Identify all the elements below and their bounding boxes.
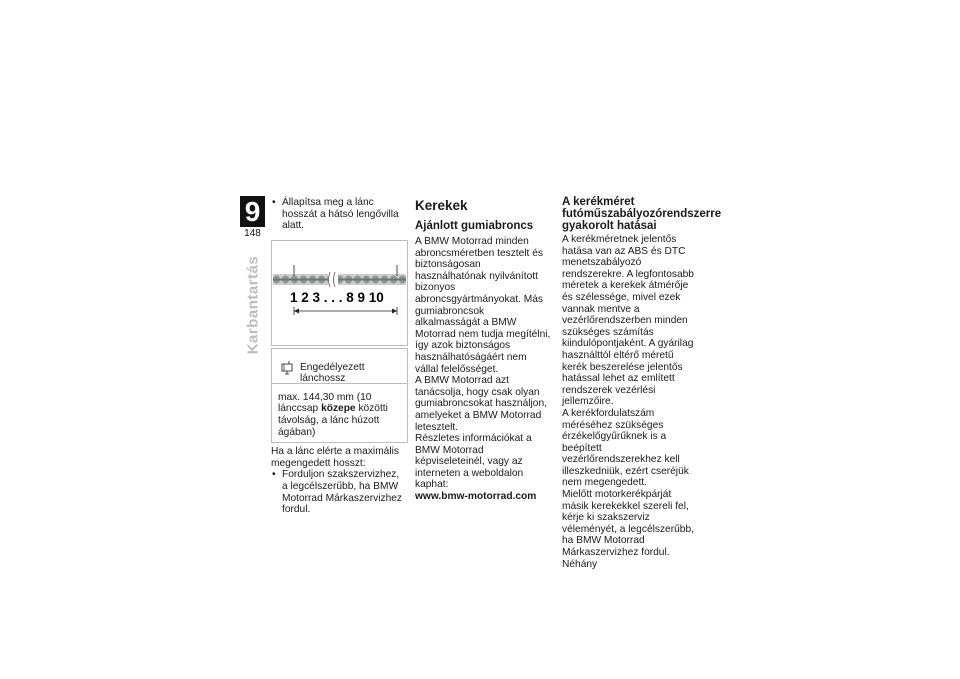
subheading-recommended-tyres: Ajánlott gumiabroncs (415, 220, 534, 232)
chapter-number-badge: 9 (240, 196, 265, 227)
section-heading-wheel-size: A kerékméret futóműszabályozórendszerre gyakorolt hatásai (562, 196, 722, 232)
paragraph-tyres-2: A BMW Motorrad azt tanácsolja, hogy csak olyan gumiabroncsokat használjon, amelyeket a BMW Motorrad letesztelt. (415, 375, 547, 433)
website-link[interactable]: www.bmw-motorrad.com (415, 491, 537, 503)
instruction-bullet-service: • Forduljon szakszervizhez, a legcélszerűbb, ha BMW Motorrad Márkaszervizhez fordul. (271, 469, 407, 515)
spec-value: max. 144,30 mm (10 lánccsap közepe közötti távolság, a lánc húzott ágában) (278, 391, 388, 438)
column-1 (271, 197, 407, 516)
spec-header (272, 349, 407, 384)
spec-table (271, 348, 408, 443)
paragraph-max-length: Ha a lánc elérte a maximális megengedett hosszt: (271, 446, 399, 469)
chain-length-figure (271, 240, 408, 346)
page-number: 148 (244, 228, 261, 239)
wrench-spec-icon (281, 361, 295, 375)
chain-illustration (272, 241, 407, 345)
column-3 (562, 196, 722, 570)
paragraph-wheel-size-3: Mielőtt motorkerékpárját másik kerekekkel szereli fel, kérje ki szakszerviz véleményét, a legcélszerűbb, ha BMW Motorrad Márkaszervizhez fordul. Néhány (562, 489, 694, 570)
chain-segment-right (338, 274, 406, 285)
chapter-side-label: Karbantartás (244, 255, 262, 355)
paragraph-tyres-1: A BMW Motorrad minden abroncsméretben tesztelt és biztonságosan használhatónak nyilvánított bizonyos abroncsgyártmányokat. Más gumiabroncsok alkalmasságát a BMW Motorrad nem tudja megítélni, így azok biztonságos használhatóságáért nem vállal felelősséget. (415, 236, 551, 375)
paragraph-wheel-size-2: A kerékfordulatszám méréséhez szükséges érzékelőgyűrűknek is a beépített vezérlőrendszerekhez kell illeszkedniük, ezért cseréjük nem megengedett. (562, 407, 689, 489)
section-heading-wheels: Kerekek (415, 198, 468, 213)
spec-title: Engedélyezett lánchossz (300, 361, 365, 385)
paragraph-wheel-size-1: A kerékméretnek jelentős hatása van az ABS és DTC menetszabályozó rendszerekre. A legfontosabb méretek a kerekek átmérője és szélessége, mivel ezek vannak mentve a vezérlőrendszerben minden szükséges számítás kiindulópontjaként. A gyárilag használttól eltérő méretű kerék beszerelése jelentős hatással lehet az említett rendszerek vezérlési jellemzőire. (562, 234, 694, 408)
chain-pin-labels: 1 2 3 . . . 8 9 10 (290, 289, 384, 305)
instruction-bullet: • Állapítsa meg a lánc hosszát a hátsó lengővilla alatt. (271, 197, 407, 232)
column-2 (415, 196, 551, 503)
chain-segment-left (273, 274, 328, 285)
paragraph-tyres-3: Részletes információkat a BMW Motorrad képviseleteinél, vagy az interneten a weboldalon kaphat: (415, 433, 532, 491)
